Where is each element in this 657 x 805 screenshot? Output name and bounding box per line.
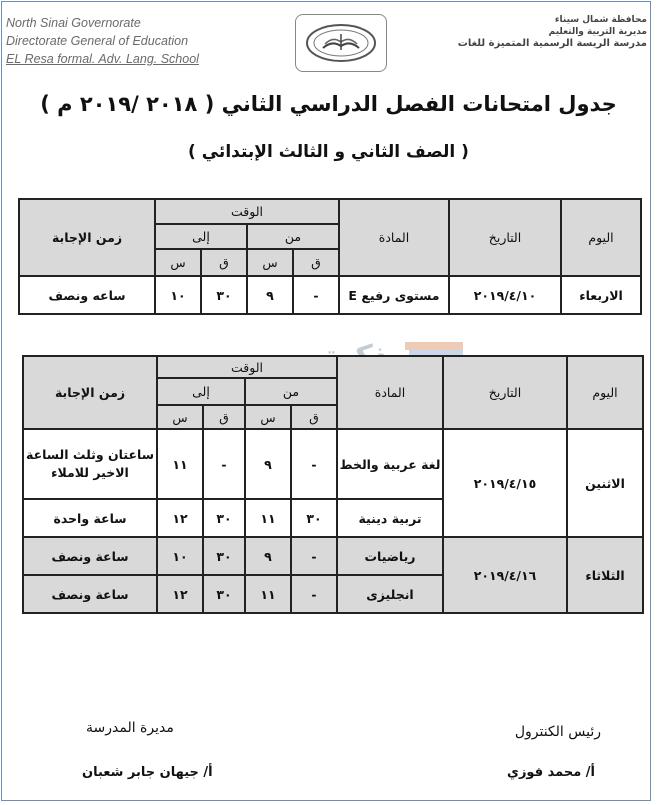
header-school-ar: مدرسة الريسة الرسمية المتميزة للغات [457, 38, 647, 49]
cell-from-hour: ٩ [247, 276, 293, 314]
cell-to-minute: ٣٠ [201, 276, 247, 314]
header-from-hour: س [245, 405, 291, 429]
principal-title: مديرة المدرسة [86, 720, 174, 736]
control-head-name: أ/ محمد فوزي [507, 765, 595, 780]
header-time: الوقت [155, 199, 339, 224]
school-header-english [6, 14, 246, 68]
cell-duration: ساعة ونصف [23, 537, 157, 575]
cell-to-hour: ١٢ [157, 499, 203, 537]
cell-date: ٢٠١٩/٤/١٦ [443, 537, 567, 613]
cell-subject: رياضيات [337, 537, 443, 575]
cell-from-hour: ١١ [245, 575, 291, 613]
book-emblem-icon [301, 20, 381, 66]
header-school: EL Resa formal. Adv. Lang. School [6, 52, 199, 66]
cell-subject: مستوى رفيع E [339, 276, 449, 314]
cell-to-hour: ١٢ [157, 575, 203, 613]
cell-to-minute: ٣٠ [203, 499, 245, 537]
header-subject: المادة [339, 199, 449, 276]
header-to-hour: س [157, 405, 203, 429]
header-governorate-ar: محافظة شمال سيناء [554, 15, 647, 25]
header-duration: زمن الإجابة [19, 199, 155, 276]
header-to-minute: ق [203, 405, 245, 429]
cell-to-hour: ١١ [157, 429, 203, 499]
header-to-minute: ق [201, 249, 247, 276]
exam-table-2 [22, 355, 644, 614]
cell-duration: ساعتان وثلث الساعة الاخير للاملاء [23, 429, 157, 499]
header-governorate: North Sinai Governorate [6, 16, 141, 30]
cell-subject: تربية دينية [337, 499, 443, 537]
table-row [23, 537, 643, 575]
cell-from-minute: ٣٠ [291, 499, 337, 537]
control-head-title: رئيس الكنترول [514, 724, 601, 740]
header-time: الوقت [157, 356, 337, 378]
cell-duration: ساعة ونصف [23, 575, 157, 613]
cell-to-hour: ١٠ [157, 537, 203, 575]
cell-from-hour: ١١ [245, 499, 291, 537]
principal-name: أ/ جيهان جابر شعبان [82, 765, 213, 780]
header-day: اليوم [567, 356, 643, 429]
cell-date: ٢٠١٩/٤/١٠ [449, 276, 561, 314]
header-to: إلى [157, 378, 245, 405]
header-to: إلى [155, 224, 247, 249]
cell-from-minute: - [293, 276, 339, 314]
table-row [23, 429, 643, 499]
cell-from-hour: ٩ [245, 429, 291, 499]
header-from-minute: ق [293, 249, 339, 276]
cell-from-minute: - [291, 537, 337, 575]
cell-duration: ساعه ونصف [19, 276, 155, 314]
cell-to-minute: - [203, 429, 245, 499]
cell-duration: ساعة واحدة [23, 499, 157, 537]
cell-to-minute: ٣٠ [203, 537, 245, 575]
header-day: اليوم [561, 199, 641, 276]
cell-from-hour: ٩ [245, 537, 291, 575]
header-from-minute: ق [291, 405, 337, 429]
school-header-arabic [437, 14, 647, 50]
header-date: التاريخ [443, 356, 567, 429]
page-subtitle: ( الصف الثاني و الثالث الإبتدائي ) [188, 142, 469, 162]
cell-from-minute: - [291, 429, 337, 499]
cell-to-hour: ١٠ [155, 276, 201, 314]
cell-subject: انجليزى [337, 575, 443, 613]
header-directorate: Directorate General of Education [6, 34, 189, 48]
cell-from-minute: - [291, 575, 337, 613]
header-duration: زمن الإجابة [23, 356, 157, 429]
cell-to-minute: ٣٠ [203, 575, 245, 613]
exam-table-1 [18, 198, 642, 315]
cell-day: الاربعاء [561, 276, 641, 314]
cell-subject: لغة عربية والخط [337, 429, 443, 499]
table-row [19, 276, 641, 314]
header-directorate-ar: مديرية التربية والتعليم [548, 27, 647, 37]
header-from-hour: س [247, 249, 293, 276]
ministry-logo [295, 14, 387, 72]
header-from: من [247, 224, 339, 249]
header-date: التاريخ [449, 199, 561, 276]
cell-date: ٢٠١٩/٤/١٥ [443, 429, 567, 537]
cell-day: الثلاثاء [567, 537, 643, 613]
header-to-hour: س [155, 249, 201, 276]
header-subject: المادة [337, 356, 443, 429]
page-title: جدول امتحانات الفصل الدراسي الثاني ( ٢٠١٨ /٢٠١٩ م ) [40, 92, 617, 116]
cell-day: الاثنين [567, 429, 643, 537]
header-from: من [245, 378, 337, 405]
